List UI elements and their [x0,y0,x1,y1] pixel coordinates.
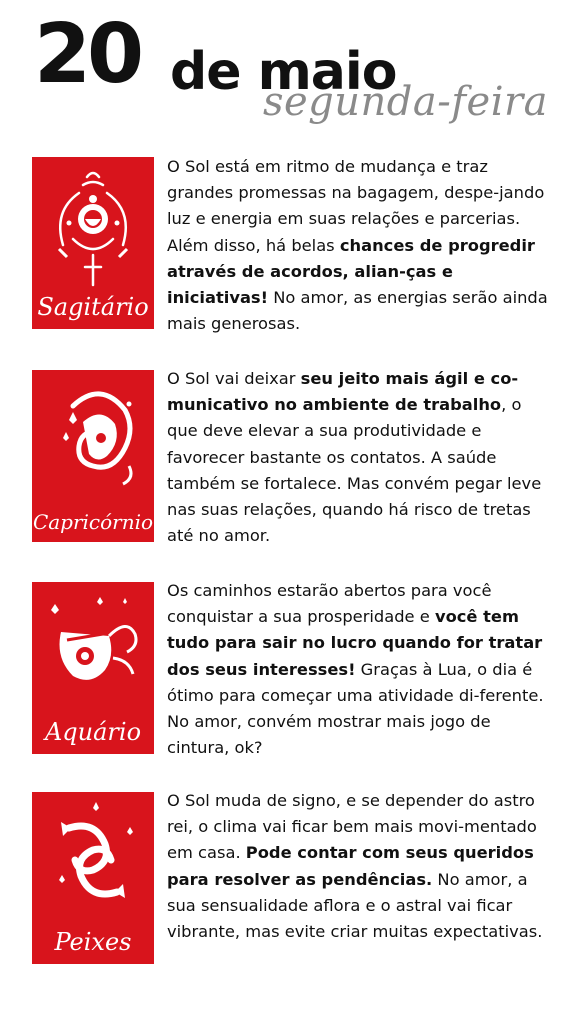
aquarius-icon [43,588,143,718]
sign-forecast [167,578,549,761]
forecast-text: Graças à Lua, o dia é ótimo para começar uma atividade di-ferente. No amor, convém mostrar mais jogo de cintura, ok? [167,659,544,758]
forecast-text: No amor, a sua sensualidade aflora e o astral vai ficar vibrante, mas evite criar muitas expectativas. [167,869,543,942]
weekday-label: segunda-feira [262,79,548,125]
sign-forecast [167,366,549,549]
forecast-text: , o que deve elevar a sua produtividade e favorecer bastante os contatos. A saúde também se fortalece. Mas convém pegar leve nas suas relações, quando há risco de tretas até no amor. [167,395,542,546]
forecast-text: No amor, as energias serão ainda mais generosas. [167,288,548,334]
sign-card-pisces [32,792,154,964]
sign-card-aquarius [32,582,154,754]
page-header [0,0,576,150]
forecast-highlight: você tem tudo para sair no lucro quando for tratar dos seus interesses! [167,607,543,679]
capricorn-icon [43,376,143,506]
sign-name: Capricórnio [32,510,154,534]
month-label: de maio [170,42,397,102]
forecast-text: Os caminhos estarão abertos para você conquistar a sua prosperidade e [167,581,492,627]
day-number: 20 [34,7,141,102]
forecast-highlight: chances de progredir através de acordos, alian-ças e iniciativas! [167,235,535,308]
sign-name: Aquário [44,718,142,746]
sign-forecast [167,154,549,337]
sagittarius-icon [43,163,143,293]
forecast-highlight: Pode contar com seus queridos para resolver as pendências. [167,843,534,889]
pisces-icon [43,798,143,928]
sign-forecast [167,788,549,945]
sign-name: Peixes [54,928,132,956]
sign-card-capricorn [32,370,154,542]
forecast-text: O Sol vai deixar [167,369,301,388]
forecast-text: O Sol muda de signo, e se depender do astro rei, o clima vai ficar bem mais movi-mentado em casa. [167,791,537,863]
sign-name: Sagitário [37,293,149,321]
forecast-text: O Sol está em ritmo de mudança e traz grandes promessas na bagagem, despe-jando luz e energia em suas relações e parcerias. Além disso, há belas [167,157,545,255]
forecast-highlight: seu jeito mais ágil e co-municativo no ambiente de trabalho [167,369,519,415]
sign-card-sagittarius [32,157,154,329]
